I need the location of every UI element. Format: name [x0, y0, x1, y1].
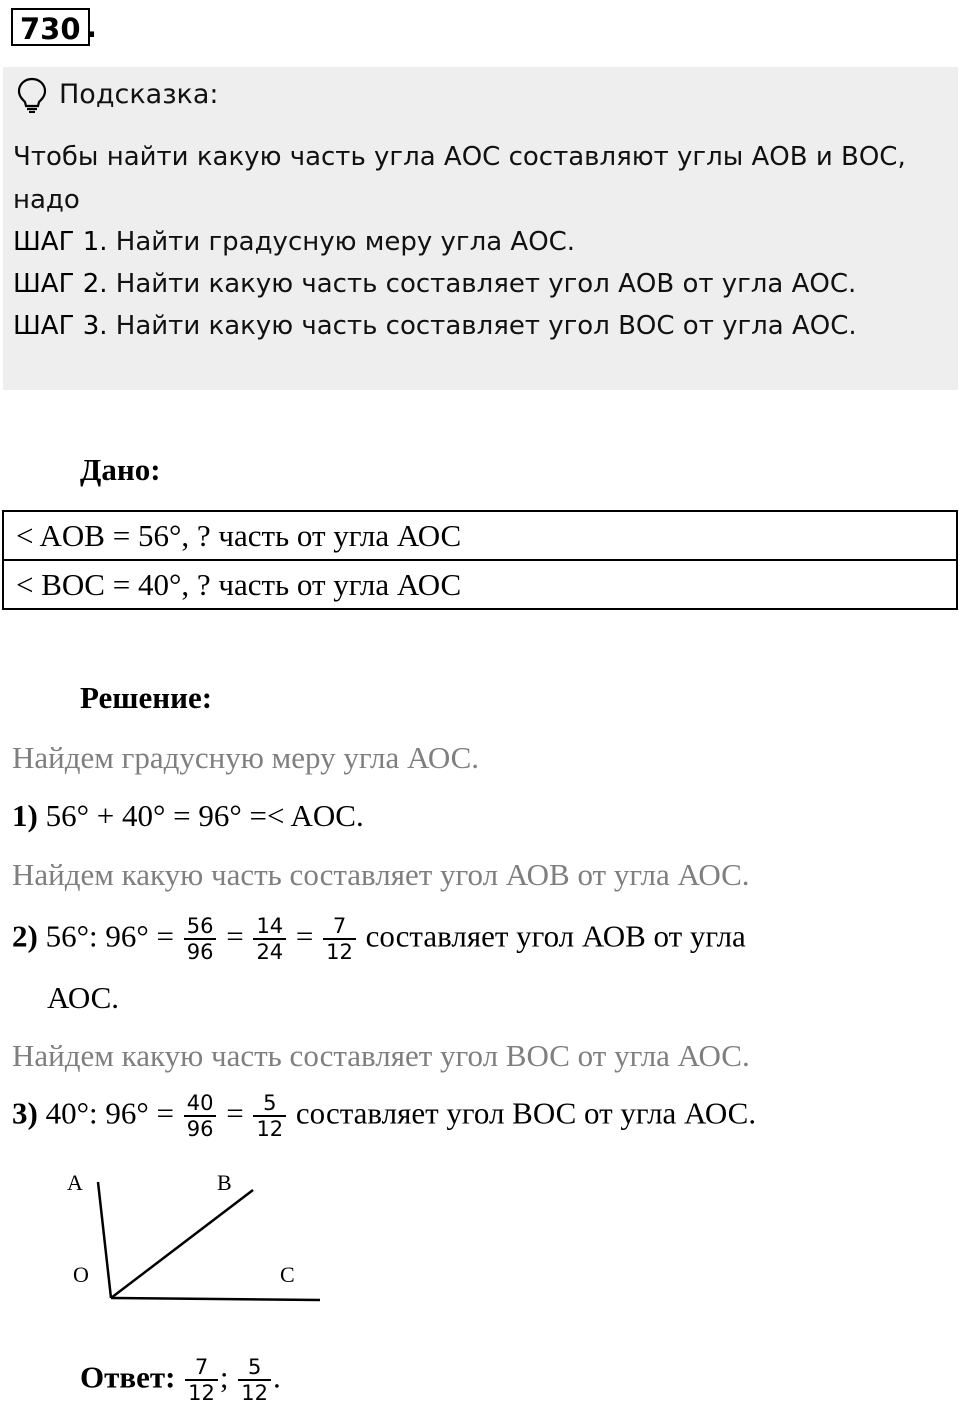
ray-oc: [111, 1298, 320, 1300]
task-number: 730: [11, 8, 90, 46]
solution-step-2: 2) 56°: 96° = $\frac{56}{96}$ = $\frac{14}{24}$ = $\frac{7}{12}$ составляет угол АОВ от угла: [12, 914, 746, 965]
fraction: $\frac{5}{12}$: [238, 1355, 271, 1405]
fraction: $\frac{7}{12}$: [185, 1355, 218, 1405]
table-row: [3, 511, 957, 560]
fraction: $\frac{7}{12}$: [323, 914, 356, 964]
hint-step-label: ШАГ 2.: [13, 269, 108, 299]
step-number: 3): [12, 1095, 38, 1131]
step-expression: 56°: 96° =: [37, 918, 182, 954]
answer-label: Ответ:: [80, 1359, 176, 1395]
lightbulb-icon: [17, 77, 47, 113]
answer: Ответ: $\frac{7}{12}$ ; $\frac{5}{12}$ .: [80, 1355, 281, 1406]
solution-title: Решение:: [80, 680, 213, 715]
hint-step-text: Найти градусную меру угла АОС.: [107, 227, 576, 257]
step-expression: 56° + 40° = 96° =< AOC.: [37, 798, 364, 833]
step-number: 2): [12, 918, 38, 954]
label-b: B: [217, 1170, 232, 1195]
solution-step-1: [12, 798, 364, 834]
fraction: $\frac{40}{96}$: [184, 1091, 217, 1141]
given-row-2: < BOC = 40°, ? часть от угла АОС: [3, 560, 957, 609]
hint-intro-line1: Чтобы найти какую часть угла АОС составляют углы АОВ и ВОС,: [13, 142, 906, 172]
task-number-dot: .: [86, 10, 98, 44]
hint-step-1: [13, 227, 575, 257]
hint-title: Подсказка:: [59, 79, 219, 110]
solution-comment-3: Найдем какую часть составляет угол ВОС от угла АОС.: [12, 1038, 750, 1073]
hint-intro-line2: надо: [13, 185, 80, 215]
fraction: $\frac{14}{24}$: [253, 914, 286, 964]
solution-comment-1: Найдем градусную меру угла АОС.: [12, 740, 480, 775]
table-row: [3, 560, 957, 609]
hint-step-2: [13, 269, 856, 299]
hint-step-label: ШАГ 3.: [13, 311, 108, 341]
label-o: O: [73, 1262, 89, 1287]
fraction: $\frac{5}{12}$: [253, 1091, 286, 1141]
fraction: $\frac{56}{96}$: [184, 914, 217, 964]
label-a: A: [67, 1170, 83, 1195]
given-title: Дано:: [80, 452, 161, 487]
label-c: C: [280, 1262, 295, 1287]
ray-ob: [111, 1190, 253, 1298]
hint-step-label: ШАГ 1.: [13, 227, 108, 257]
hint-box: [3, 67, 958, 390]
hint-step-text: Найти какую часть составляет угол АОВ от угла АОС.: [107, 269, 857, 299]
step-tail: составляет угол ВОС от угла АОС.: [288, 1095, 757, 1131]
step-expression: 40°: 96° =: [37, 1095, 182, 1131]
solution-comment-2: Найдем какую часть составляет угол АОВ от угла АОС.: [12, 857, 750, 892]
hint-step-text: Найти какую часть составляет угол ВОС от угла АОС.: [107, 311, 857, 341]
solution-step-2-continued: АОС.: [47, 980, 120, 1015]
hint-step-3: [13, 311, 857, 341]
step-tail: составляет угол АОВ от угла: [357, 918, 746, 954]
solution-step-3: 3) 40°: 96° = $\frac{40}{96}$ = $\frac{5}{12}$ составляет угол ВОС от угла АОС.: [12, 1091, 757, 1142]
step-number: 1): [12, 798, 38, 833]
ray-oa: [98, 1182, 111, 1298]
given-table: [2, 510, 958, 610]
angle-figure: [55, 1160, 335, 1310]
given-row-1: < AOB = 56°, ? часть от угла АОС: [3, 511, 957, 560]
